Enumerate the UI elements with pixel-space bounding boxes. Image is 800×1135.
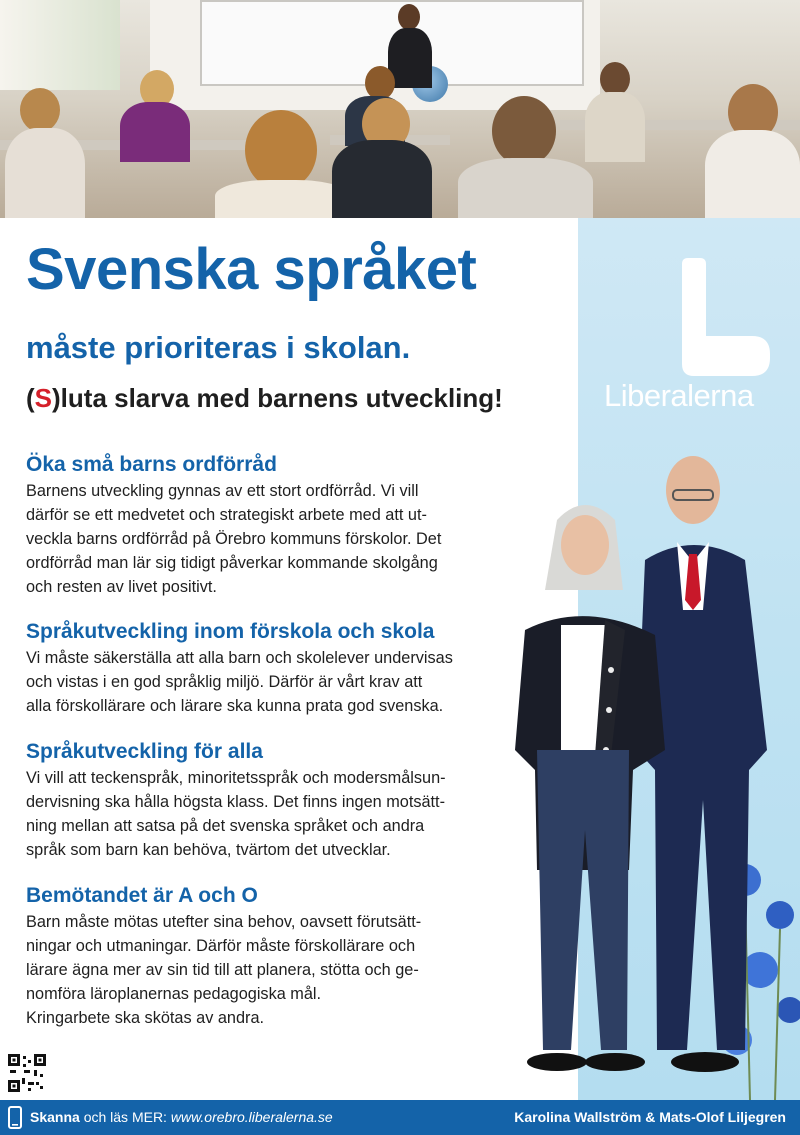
student: [458, 158, 593, 218]
section-vocabulary: [26, 453, 526, 599]
page-subtitle: måste prioriteras i skolan.: [26, 330, 411, 365]
section-heading: Bemötandet är A och O: [26, 884, 258, 907]
tagline-open: (: [26, 383, 35, 413]
candidates-photo: [505, 450, 800, 1100]
student: [120, 102, 190, 162]
teacher-head: [398, 4, 420, 30]
website-link[interactable]: www.orebro.liberalerna.se: [170, 1109, 333, 1125]
student-head: [600, 62, 630, 96]
logo-wordmark: Liberalerna: [604, 378, 754, 413]
tagline-letter: S: [34, 383, 53, 413]
section-heading: Språkutveckling inom förskola och skola: [26, 620, 435, 643]
footer-bar: [0, 1100, 800, 1135]
liberalerna-logo-icon: [672, 258, 770, 376]
tagline-rest: )luta slarva med barnens utveckling!: [52, 383, 503, 413]
section-body: Barnens utveckling gynnas av ett stort ordförråd. Vi vill därför se ett medvetet och strategiskt arbete med att ut- veckla barns ordförråd på Örebro kommuns förskolor. Det ordförråd man lär sig tidigt påverkar kommande skolgång och resten av livet positivt.: [26, 482, 442, 596]
student: [215, 180, 350, 218]
section-body: Vi vill att teckenspråk, minoritetsspråk och modersmålsun- dervisning ska hålla högsta klass. Det finns ingen motsätt- ning mellan att satsa på det svenska språket och andra språk som barn kan behöva, tvärtom det utvecklar.: [26, 769, 446, 859]
footer-scan-text: [30, 1109, 333, 1125]
section-treatment: [26, 884, 526, 1030]
section-body: Barn måste mötas utefter sina behov, oavsett förutsätt- ningar och utmaningar. Därför måste förskollärare och lärare ägna mer av sin tid till att planera, stötta och ge- nomföra läroplanernas pedagogiska mål. Kringarbete ska skötas av andra.: [26, 913, 422, 1027]
page-title: Svenska språket: [26, 237, 477, 302]
qr-code-icon[interactable]: [8, 1054, 46, 1092]
window: [0, 0, 120, 90]
woman-figure: [515, 505, 665, 1071]
student: [332, 140, 432, 218]
student: [5, 128, 85, 218]
scan-label: Skanna: [30, 1109, 80, 1125]
student-head: [492, 96, 556, 166]
student: [705, 130, 800, 218]
section-heading: Öka små barns ordförråd: [26, 453, 277, 476]
section-language-school: [26, 620, 526, 718]
classroom-photo: [0, 0, 800, 218]
tagline: [26, 383, 503, 414]
section-language-all: [26, 740, 526, 862]
phone-icon: [8, 1106, 22, 1129]
student-head: [20, 88, 60, 132]
scan-rest: och läs MER:: [79, 1109, 171, 1125]
section-heading: Språkutveckling för alla: [26, 740, 263, 763]
student-head: [245, 110, 317, 190]
student: [585, 92, 645, 162]
candidate-names: Karolina Wallström & Mats-Olof Liljegren: [514, 1109, 786, 1125]
student-head: [365, 66, 395, 100]
section-body: Vi måste säkerställa att alla barn och skolelever undervisas och vistas i en god språklig miljö. Därför är vårt krav att alla förskollärare och lärare ska kunna prata god svenska.: [26, 649, 453, 715]
